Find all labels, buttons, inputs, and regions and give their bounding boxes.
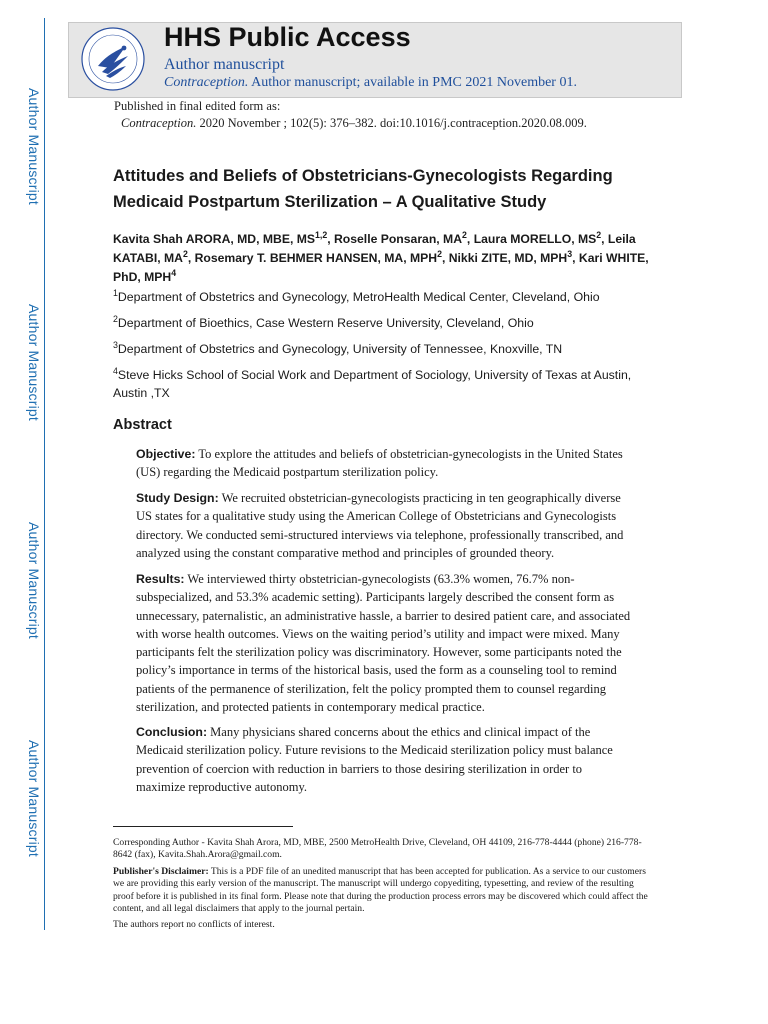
author-separator: , (327, 232, 334, 246)
paper-title: Attitudes and Beliefs of Obstetricians-Gynecologists Regarding Medicaid Postpartum Sterilization – A Qualitative Study (113, 167, 613, 211)
author-affiliation-mark: 2 (437, 248, 442, 259)
citation-details: 2020 November ; 102(5): 376–382. doi:10.1016/j.contraception.2020.08.009. (196, 116, 587, 130)
publisher-disclaimer (113, 866, 653, 915)
citation (121, 116, 587, 131)
affiliation (113, 314, 658, 332)
abstract-section-label: Results: (136, 572, 185, 586)
affiliation-number: 4 (113, 365, 118, 376)
affiliation-number: 1 (113, 287, 118, 298)
published-line: Published in final edited form as: (114, 99, 281, 113)
footnote-rule (113, 826, 293, 827)
abstract-section-text: We recruited obstetrician-gynecologists practicing in ten geographically diverse US states for a qualitative study using the American College of Obstetricians and Gynecologists directory. We conducted semi-structured interviews via telephone, professionally transcribed, and analyzed using the constant comparative method and principles of grounded theory. (136, 491, 624, 560)
abstract-heading: Abstract (113, 417, 172, 433)
affiliation-text: Department of Bioethics, Case Western Reserve University, Cleveland, Ohio (117, 316, 534, 330)
author-name: Kari WHITE, PhD, MPH (113, 251, 649, 284)
abstract-objective (136, 445, 632, 482)
author-separator: , (601, 232, 608, 246)
author-affiliation-mark: 2 (182, 248, 188, 259)
affiliation-number: 3 (113, 339, 118, 350)
conflict-statement: The authors report no conflicts of interest. (113, 919, 275, 930)
side-label-author-manuscript: Author Manuscript (26, 740, 42, 858)
abstract-conclusion (136, 723, 632, 796)
abstract-section-text: Many physicians shared concerns about the ethics and clinical impact of the Medicaid sterilization policy. Future revisions to the Medicaid sterilization policy must balance prevention of coercion with reduction in barriers to those desiring sterilization in order to maximize reproductive autonomy. (136, 725, 613, 794)
hhs-seal-icon (80, 26, 146, 92)
author-name: Leila KATABI, MA (113, 232, 636, 265)
corresponding-author-footnote: Corresponding Author - Kavita Shah Arora, MD, MBE, 2500 MetroHealth Drive, Cleveland, OH 44109, 216-778-4444 (phone) 216-778-8642 (fax), Kavita.Shah.Arora@gmail.com. (113, 837, 642, 861)
manuscript-type: Author manuscript (164, 56, 285, 73)
author-separator: , (572, 251, 579, 265)
affiliation (113, 340, 658, 358)
side-label-author-manuscript: Author Manuscript (26, 304, 42, 422)
author-affiliation-mark: 4 (171, 267, 177, 278)
author-affiliation-mark: 3 (567, 248, 573, 259)
affiliation (113, 288, 658, 306)
author-affiliation-mark: 1,2 (315, 229, 328, 240)
author-list (113, 230, 658, 287)
abstract-study-design (136, 489, 632, 562)
author-name: Nikki ZITE, MD, MPH (448, 251, 568, 265)
abstract-section-text: To explore the attitudes and beliefs of obstetrician-gynecologists in the United States (US) regarding the Medicaid postpartum sterilization policy. (136, 447, 623, 480)
abstract-section-text: We interviewed thirty obstetrician-gynecologists (63.3% women, 76.7% non-subspecialized, and 53.3% academic setting). Participants largely described the consent form as unnecessary, paternalistic, an administrative hassle, a barrier to desired patient care, and associated with worse health outcomes. Views on the waiting period’s utility and impact were mixed. Many participants felt the sterilization policy was discriminatory. However, some participants noted the policy’s importance in terms of the historical basis, used the form as a counseling tool to remind patients of the permanence of sterilization, felt the policy prompted them to counsel regarding sterilization, and protected patients in contemporary medical practice. (136, 572, 631, 715)
author-name: Roselle Ponsaran, MA (334, 232, 463, 246)
abstract-results (136, 570, 632, 716)
abstract-section-label: Conclusion: (136, 725, 208, 739)
author-name: Kavita Shah ARORA, MD, MBE, MS (113, 232, 316, 246)
side-label-author-manuscript: Author Manuscript (26, 522, 42, 640)
affiliation-text: Department of Obstetrics and Gynecology, University of Tennessee, Knoxville, TN (117, 342, 563, 356)
author-affiliation-mark: 2 (596, 229, 602, 240)
affiliation-text: Department of Obstetrics and Gynecology, MetroHealth Medical Center, Cleveland, Ohio (117, 290, 600, 304)
author-name: Rosemary T. BEHMER HANSEN, MA, MPH (194, 251, 438, 265)
affiliation-number: 2 (113, 313, 118, 324)
side-divider (44, 18, 45, 930)
author-separator: , (187, 251, 195, 265)
disclaimer-text: This is a PDF file of an unedited manuscript that has been accepted for publication. As a service to our customers we are providing this early version of the manuscript. The manuscript will undergo copyediting, typesetting, and review of the resulting proof before it is published in its final form. Please note that during the production process errors may be discovered which could affect the content, and all legal disclaimers that apply to the journal pertain. (113, 866, 648, 914)
abstract-section-label: Study Design: (136, 491, 219, 505)
citation-journal: Contraception. (121, 116, 197, 130)
availability-note (164, 75, 577, 91)
author-name: Laura MORELLO, MS (473, 232, 597, 246)
hhs-title: HHS Public Access (164, 22, 411, 52)
author-separator: , (466, 232, 474, 246)
author-separator: , (441, 251, 449, 265)
disclaimer-label: Publisher's Disclaimer: (113, 866, 209, 877)
author-affiliation-mark: 2 (462, 229, 467, 240)
journal-name: Contraception. (164, 75, 249, 90)
side-label-author-manuscript: Author Manuscript (26, 88, 42, 206)
affiliation-text: Steve Hicks School of Social Work and Department of Sociology, University of Texas at Austin, Austin ,TX (113, 368, 632, 400)
availability-text: Author manuscript; available in PMC 2021 November 01. (248, 75, 577, 90)
affiliation (113, 366, 658, 402)
abstract-section-label: Objective: (136, 447, 196, 461)
